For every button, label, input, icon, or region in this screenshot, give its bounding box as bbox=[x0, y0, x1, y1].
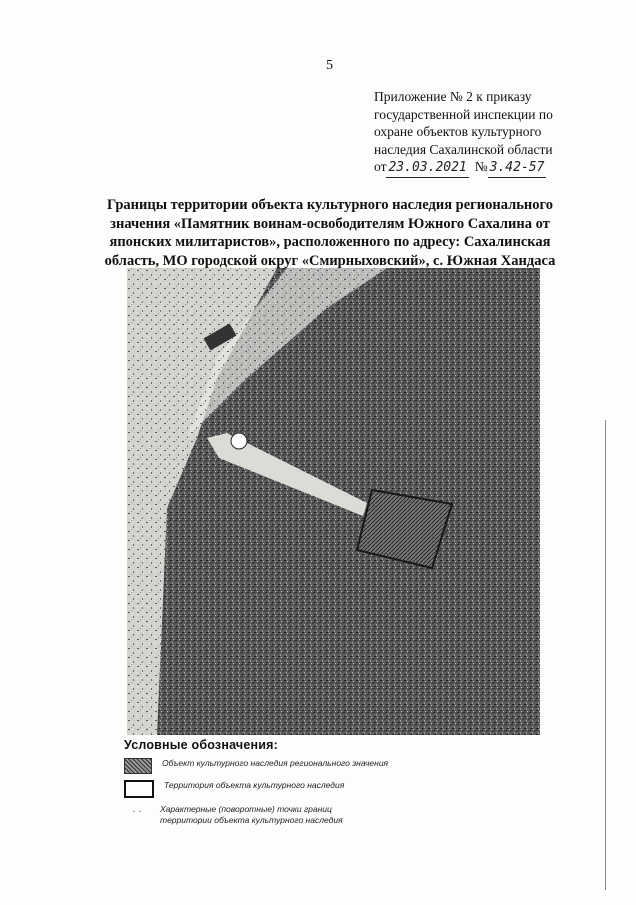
legend-label: Объект культурного наследия регионального значения bbox=[162, 758, 389, 768]
legend-label: Характерные (поворотные) точки границ территории объекта культурного наследия bbox=[160, 804, 343, 825]
page-number: 5 bbox=[326, 58, 333, 73]
legend-item bbox=[124, 780, 464, 798]
legend bbox=[124, 738, 464, 832]
legend-item bbox=[124, 758, 464, 774]
legend-label: Территория объекта культурного наследия bbox=[164, 780, 345, 790]
aerial-photo-map-image bbox=[127, 268, 540, 735]
annex-line-1: Приложение № 2 к приказу bbox=[374, 89, 532, 104]
aerial-map bbox=[127, 268, 540, 735]
date-value: 23.03.2021 bbox=[386, 159, 468, 178]
dots-icon: · · bbox=[132, 805, 142, 817]
annex-line-2: государственной инспекции по bbox=[374, 106, 553, 122]
annex-line-3: охране объектов культурного bbox=[374, 124, 542, 139]
number-prefix: № bbox=[474, 159, 488, 174]
hatched-square-icon bbox=[124, 758, 152, 774]
margin-line bbox=[605, 420, 606, 890]
document-title: Границы территории объекта культурного наследия регионального значения «Памятник воинам-освободителям Южного Сахалина от японских милитаристов», расположенного по адресу: Сахалинская область, МО городской округ «Смирныховский», с. Южная Хандаса bbox=[104, 197, 556, 269]
outlined-square-icon bbox=[124, 780, 154, 798]
annex-date-line bbox=[374, 158, 572, 178]
legend-item bbox=[124, 804, 464, 826]
date-prefix: от bbox=[374, 159, 387, 174]
map-point-marker bbox=[231, 433, 247, 449]
annex-line-4: наследия Сахалинской области bbox=[374, 141, 553, 157]
number-value: 3.42-57 bbox=[488, 159, 547, 178]
legend-title: Условные обозначения: bbox=[124, 738, 279, 752]
annex-header bbox=[374, 88, 572, 178]
